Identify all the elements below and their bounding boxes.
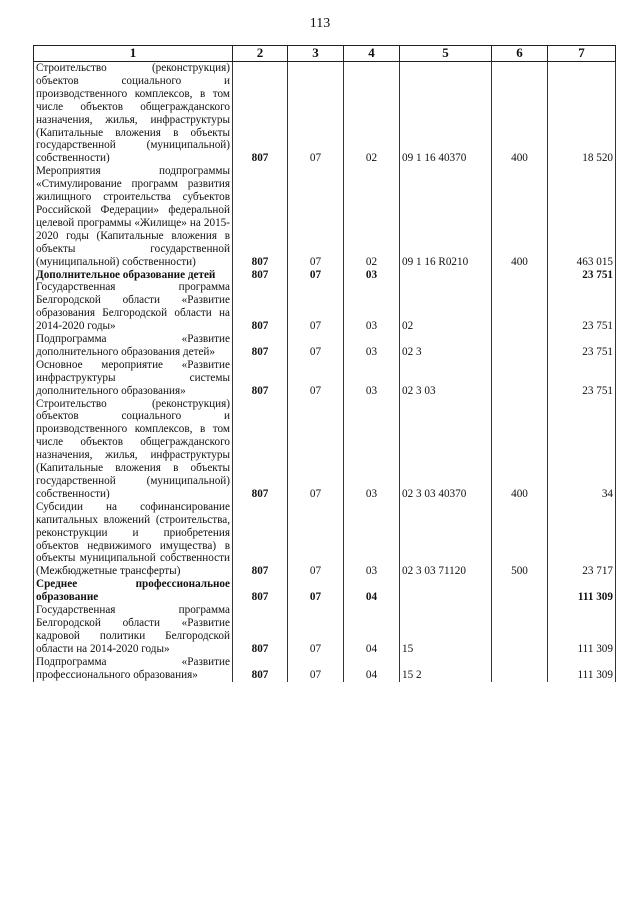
table-row [34, 269, 616, 282]
target-article-cell: 15 [400, 604, 492, 656]
subsection-code-cell: 03 [344, 269, 400, 282]
row-name-cell: Дополнительное образование детей [34, 269, 233, 282]
table-header-row [34, 46, 616, 62]
table-row [34, 604, 616, 656]
ministry-code-cell: 807 [233, 578, 288, 604]
expense-type-cell [492, 604, 548, 656]
ministry-code-cell: 807 [233, 359, 288, 398]
section-code-cell: 07 [288, 398, 344, 501]
page-number: 113 [309, 16, 331, 31]
row-name-cell: Среднее профессиональное образование [34, 578, 233, 604]
ministry-code-cell: 807 [233, 604, 288, 656]
ministry-code-cell: 807 [233, 165, 288, 268]
column-header: 7 [548, 46, 616, 62]
table-row [34, 578, 616, 604]
expense-type-cell: 400 [492, 398, 548, 501]
column-header: 3 [288, 46, 344, 62]
expense-type-cell [492, 359, 548, 398]
section-code-cell: 07 [288, 281, 344, 333]
row-name-cell: Подпрограмма «Развитие дополнительного образования детей» [34, 333, 233, 359]
ministry-code-cell: 807 [233, 333, 288, 359]
section-code-cell: 07 [288, 656, 344, 682]
amount-cell: 23 751 [548, 359, 616, 398]
section-code-cell: 07 [288, 333, 344, 359]
ministry-code-cell: 807 [233, 269, 288, 282]
target-article-cell: 02 3 03 71120 [400, 501, 492, 578]
row-name-cell: Субсидии на софинансирование капитальных вложений (строительства, реконструкции и приобретения объектов недвижимого имущества) в объекты муниципальной собственности (Межбюджетные трансферты) [34, 501, 233, 578]
table-row [34, 656, 616, 682]
row-name-cell: Государственная программа Белгородской области «Развитие кадровой политики Белгородской области на 2014-2020 годы» [34, 604, 233, 656]
ministry-code-cell: 807 [233, 62, 288, 166]
table-row [34, 359, 616, 398]
target-article-cell: 02 3 03 40370 [400, 398, 492, 501]
section-code-cell: 07 [288, 165, 344, 268]
target-article-cell: 02 3 [400, 333, 492, 359]
ministry-code-cell: 807 [233, 281, 288, 333]
subsection-code-cell: 04 [344, 656, 400, 682]
target-article-cell: 02 3 03 [400, 359, 492, 398]
section-code-cell: 07 [288, 359, 344, 398]
column-header: 2 [233, 46, 288, 62]
table-row [34, 333, 616, 359]
table-row [34, 281, 616, 333]
table-row [34, 165, 616, 268]
target-article-cell: 09 1 16 R0210 [400, 165, 492, 268]
table-row [34, 501, 616, 578]
amount-cell: 23 751 [548, 333, 616, 359]
amount-cell: 111 309 [548, 604, 616, 656]
table-row [34, 62, 616, 166]
table-row [34, 398, 616, 501]
expense-type-cell: 400 [492, 62, 548, 166]
expense-type-cell [492, 281, 548, 333]
subsection-code-cell: 02 [344, 62, 400, 166]
subsection-code-cell: 03 [344, 333, 400, 359]
amount-cell: 111 309 [548, 656, 616, 682]
target-article-cell [400, 578, 492, 604]
section-code-cell: 07 [288, 62, 344, 166]
target-article-cell: 09 1 16 40370 [400, 62, 492, 166]
expense-type-cell [492, 656, 548, 682]
row-name-cell: Строительство (реконструкция) объектов социального и производственного комплексов, в том числе объектов общегражданского назначения, жилья, инфраструктуры (Капитальные вложения в объекты государственной (муниципальной) собственности) [34, 398, 233, 501]
section-code-cell: 07 [288, 604, 344, 656]
target-article-cell: 15 2 [400, 656, 492, 682]
section-code-cell: 07 [288, 578, 344, 604]
ministry-code-cell: 807 [233, 398, 288, 501]
amount-cell: 23 751 [548, 281, 616, 333]
ministry-code-cell: 807 [233, 501, 288, 578]
subsection-code-cell: 02 [344, 165, 400, 268]
expense-type-cell: 500 [492, 501, 548, 578]
row-name-cell: Государственная программа Белгородской области «Развитие образования Белгородской области на 2014-2020 годы» [34, 281, 233, 333]
row-name-cell: Подпрограмма «Развитие профессионального образования» [34, 656, 233, 682]
amount-cell: 23 751 [548, 269, 616, 282]
target-article-cell: 02 [400, 281, 492, 333]
column-header: 1 [34, 46, 233, 62]
budget-table [33, 45, 616, 682]
amount-cell: 23 717 [548, 501, 616, 578]
expense-type-cell [492, 269, 548, 282]
expense-type-cell [492, 578, 548, 604]
target-article-cell [400, 269, 492, 282]
column-header: 4 [344, 46, 400, 62]
subsection-code-cell: 04 [344, 578, 400, 604]
column-header: 5 [400, 46, 492, 62]
amount-cell: 34 [548, 398, 616, 501]
column-header: 6 [492, 46, 548, 62]
amount-cell: 18 520 [548, 62, 616, 166]
ministry-code-cell: 807 [233, 656, 288, 682]
row-name-cell: Основное мероприятие «Развитие инфраструктуры системы дополнительного образования» [34, 359, 233, 398]
subsection-code-cell: 04 [344, 604, 400, 656]
amount-cell: 111 309 [548, 578, 616, 604]
subsection-code-cell: 03 [344, 501, 400, 578]
expense-type-cell: 400 [492, 165, 548, 268]
section-code-cell: 07 [288, 269, 344, 282]
amount-cell: 463 015 [548, 165, 616, 268]
expense-type-cell [492, 333, 548, 359]
section-code-cell: 07 [288, 501, 344, 578]
subsection-code-cell: 03 [344, 281, 400, 333]
subsection-code-cell: 03 [344, 398, 400, 501]
row-name-cell: Строительство (реконструкция) объектов социального и производственного комплексов, в том числе объектов общегражданского назначения, жилья, инфраструктуры (Капитальные вложения в объекты государственной (муниципальной) собственности) [34, 62, 233, 166]
subsection-code-cell: 03 [344, 359, 400, 398]
row-name-cell: Мероприятия подпрограммы «Стимулирование программ развития жилищного строительства субъектов Российской Федерации» федеральной целевой программы «Жилище» на 2015-2020 годы (Капитальные вложения в объекты государственной (муниципальной) собственности) [34, 165, 233, 268]
